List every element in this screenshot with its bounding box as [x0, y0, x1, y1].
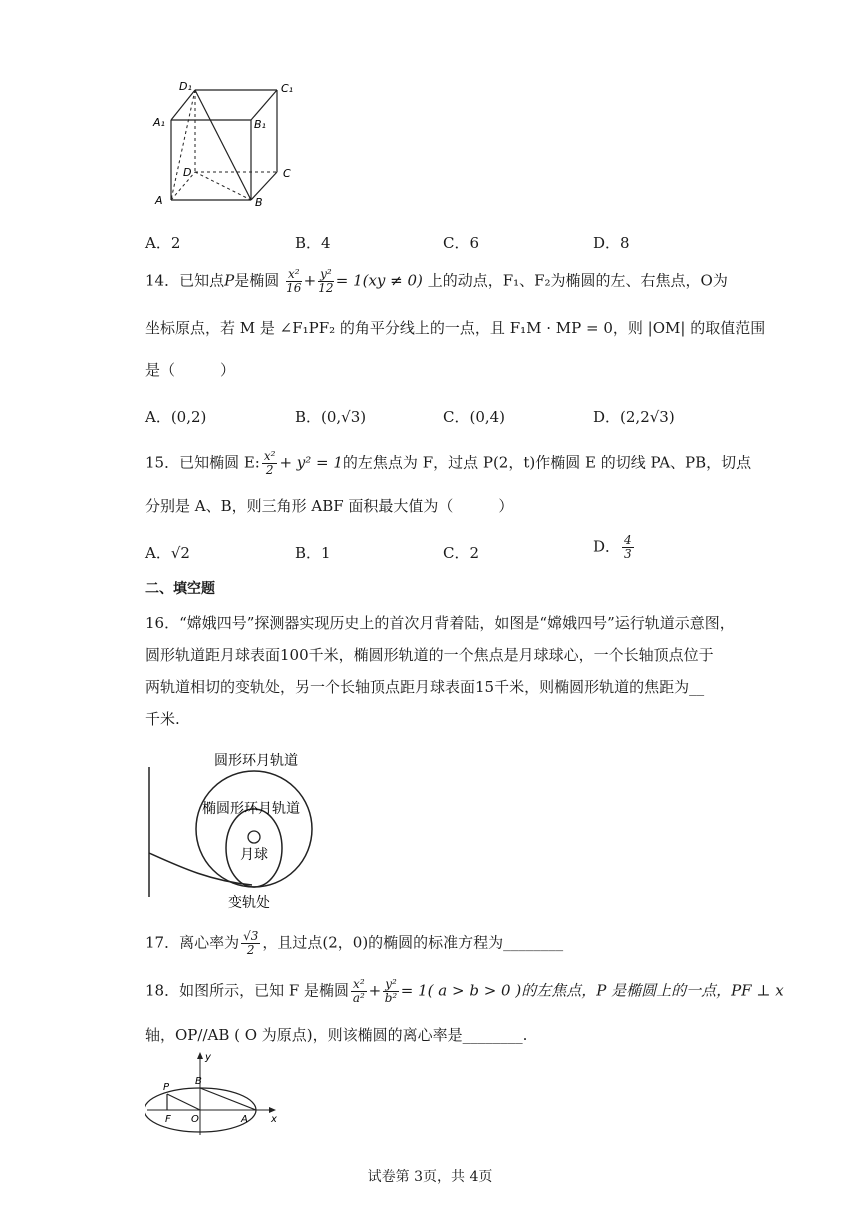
q14-option-a: A．(0,2) [145, 408, 207, 426]
q14-option-c: C．(0,4) [443, 408, 506, 426]
ellipse-orbit-label: 椭圆形环月轨道 [202, 801, 300, 817]
y-axis-label: y [205, 1052, 211, 1063]
q13-option-d: D．8 [593, 234, 630, 252]
moon-label: 月球 [240, 847, 268, 863]
point-f: F [165, 1114, 171, 1125]
page-footer: 试卷第 3页，共 4页 [367, 1169, 493, 1185]
label-a: A [155, 194, 163, 207]
label-d1: D₁ [179, 80, 192, 93]
q18-line2: 轴，OP//AB ( O 为原点)，则该椭圆的离心率是________. [145, 1026, 528, 1044]
orbit-figure [140, 745, 340, 915]
point-o: O [191, 1114, 199, 1125]
q16-line3: 两轨道相切的变轨处，另一个长轴顶点距月球表面15千米，则椭圆形轨道的焦距为__ [145, 678, 705, 696]
label-c: C [283, 167, 291, 180]
circle-orbit-label: 圆形环月轨道 [214, 753, 298, 769]
q15-option-b: B．1 [295, 544, 331, 562]
q16-line4: 千米. [145, 710, 180, 728]
label-a1: A₁ [153, 116, 165, 129]
q15-option-c: C．2 [443, 544, 480, 562]
label-b1: B₁ [254, 118, 266, 131]
q15-line2: 分别是 A、B，则三角形 ABF 面积最大值为（ ） [145, 497, 514, 515]
x-axis-label: x [271, 1114, 277, 1125]
q16-line2: 圆形轨道距月球表面100千米，椭圆形轨道的一个焦点是月球球心，一个长轴顶点位于 [145, 646, 714, 664]
point-p: P [163, 1082, 170, 1093]
label-d: D [183, 166, 192, 179]
section-title: 二、填空题 [145, 581, 215, 597]
point-b: B [195, 1076, 202, 1087]
q14-option-b: B．(0,√3) [295, 408, 367, 426]
q15-option-a: A．√2 [145, 544, 190, 562]
cube-figure [145, 78, 305, 208]
point-a: A [241, 1114, 248, 1125]
label-c1: C₁ [281, 82, 294, 95]
ellipse-figure [145, 1050, 285, 1140]
q14-line1: 14．已知点P是椭圆 $\frac{\text{x²}}{16}$ + $\frac{\text{y²}}{12}$ = 1(xy ≠ 0) 上的动点，F₁、F₂为椭圆的左、右焦点，O为 [145, 267, 728, 295]
q18-line1: 18．如图所示，已知 F 是椭圆 $\frac{\text{x²}}{\text{a²}}$ + $\frac{\text{y²}}{\text{b²}}$ = 1( a > b > 0 )的左焦点，P 是椭圆上的一点，PF ⊥ x [145, 977, 784, 1005]
q14-option-d: D．(2,2√3) [593, 408, 675, 426]
q15-line1: 15．已知椭圆 E: $\frac{\text{x²}}{2}$ + y² = 1的左焦点为 F，过点 P(2，t)作椭圆 E 的切线 PA、PB，切点 [145, 449, 752, 477]
q14-line2: 坐标原点，若 M 是 ∠F₁PF₂ 的角平分线上的一点，且 F₁M · MP = 0，则 |OM| 的取值范围 [145, 319, 766, 337]
q13-option-a: A．2 [145, 234, 181, 252]
label-b: B [255, 196, 263, 208]
transfer-label: 变轨处 [228, 895, 270, 911]
q15-option-d: D． $\frac{4}{3}$ [593, 533, 632, 561]
q13-option-c: C．6 [443, 234, 480, 252]
q16-line1: 16．“嫦娥四号”探测器实现历史上的首次月背着陆，如图是“嫦娥四号”运行轨道示意图， [145, 614, 735, 632]
q14-line3: 是（ ） [145, 361, 236, 379]
q13-option-b: B．4 [295, 234, 331, 252]
q17-line: 17．离心率为 $\frac{√3}{2}$ ，且过点(2，0)的椭圆的标准方程为________ [145, 929, 564, 957]
